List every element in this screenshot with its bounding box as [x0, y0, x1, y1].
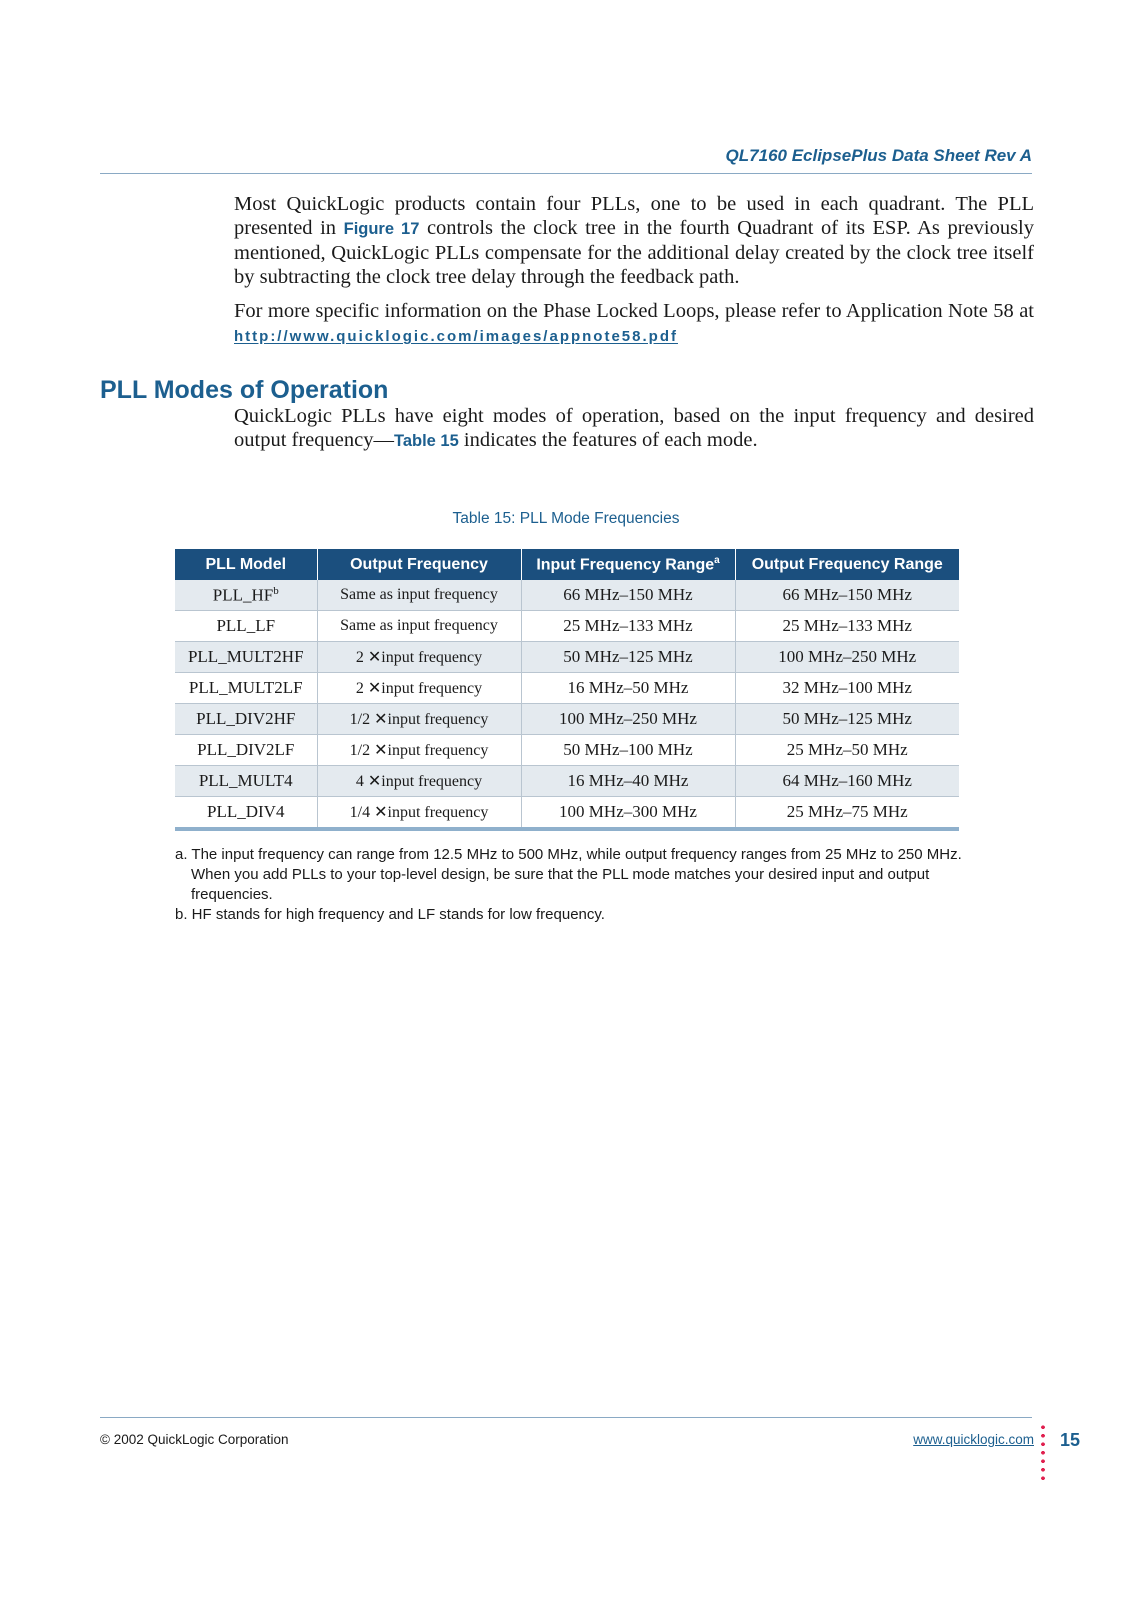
cell-output-range: 32 MHz–100 MHz: [735, 673, 959, 704]
cell-output-range: 100 MHz–250 MHz: [735, 642, 959, 673]
header-pll-model: PLL Model: [175, 549, 317, 580]
intro-paragraph-2: [234, 299, 1034, 349]
cell-pll-model: PLL_DIV2LF: [175, 735, 317, 766]
footnote-a: a. The input frequency can range from 12.5 MHz to 500 MHz, while output frequency ranges from 25 MHz to 250 MHz. When you add PLLs to your top-level design, be sure that the PLL mode matches your desired input and output frequencies.: [175, 846, 962, 903]
cell-output-frequency: 2 ✕input frequency: [317, 642, 521, 673]
cell-pll-model: PLL_MULT2HF: [175, 642, 317, 673]
appnote-url-link[interactable]: http://www.quicklogic.com/images/appnote58.pdf: [234, 328, 678, 345]
cell-output-frequency: 1/2 ✕input frequency: [317, 704, 521, 735]
table-row: [175, 673, 959, 704]
cell-output-frequency: 1/4 ✕input frequency: [317, 797, 521, 830]
intro-text-1a: Most QuickLogic products contain four PLLs, one to be used in each quadrant. The PLL presented in: [234, 193, 1034, 239]
cell-output-range: 66 MHz–150 MHz: [735, 580, 959, 611]
document-header-title: QL7160 EclipsePlus Data Sheet Rev A: [725, 146, 1032, 165]
section-text-b: indicates the features of each mode.: [458, 429, 758, 451]
footer-divider: [100, 1417, 1032, 1418]
section-paragraph: [234, 404, 1034, 453]
cell-pll-model: PLL_DIV2HF: [175, 704, 317, 735]
cell-output-range: 25 MHz–50 MHz: [735, 735, 959, 766]
table-row: [175, 642, 959, 673]
cell-input-range: 50 MHz–100 MHz: [521, 735, 735, 766]
header-input-frequency-range-label: Input Frequency Range: [536, 556, 715, 574]
figure-17-link[interactable]: Figure 17: [343, 220, 420, 238]
header-output-frequency-range: Output Frequency Range: [735, 549, 959, 580]
cell-input-range: 50 MHz–125 MHz: [521, 642, 735, 673]
cell-pll-model: [175, 580, 317, 611]
cell-input-range: 16 MHz–40 MHz: [521, 766, 735, 797]
cell-pll-model: PLL_MULT2LF: [175, 673, 317, 704]
table-row: [175, 735, 959, 766]
cell-pll-model-label: PLL_HF: [212, 585, 274, 605]
footer-website-link[interactable]: www.quicklogic.com: [913, 1432, 1034, 1447]
cell-output-range: 25 MHz–133 MHz: [735, 611, 959, 642]
table-footnotes: [175, 845, 965, 925]
dotted-separator: [1041, 1423, 1045, 1483]
intro-text-2a: For more specific information on the Phase Locked Loops, please refer to Application Note 58 at: [234, 300, 1034, 322]
cell-input-range: 100 MHz–250 MHz: [521, 704, 735, 735]
table-caption: Table 15: PLL Mode Frequencies: [452, 510, 680, 527]
table-row: [175, 766, 959, 797]
table-row: [175, 611, 959, 642]
footnote-b-marker: b: [273, 584, 279, 597]
page-number: 15: [1060, 1430, 1081, 1450]
cell-input-range: 25 MHz–133 MHz: [521, 611, 735, 642]
intro-text-1b: controls the clock tree in the fourth Quadrant of its ESP. As previously mentioned, QuickLogic PLLs compensate for the additional delay created by the clock tree itself by subtracting the clock tree delay through the feedback path.: [234, 217, 1035, 288]
cell-pll-model: PLL_DIV4: [175, 797, 317, 830]
cell-output-frequency: 4 ✕input frequency: [317, 766, 521, 797]
table-row: [175, 704, 959, 735]
cell-pll-model: PLL_MULT4: [175, 766, 317, 797]
cell-output-frequency: Same as input frequency: [317, 611, 521, 642]
table-header-row: [175, 549, 959, 580]
cell-input-range: 16 MHz–50 MHz: [521, 673, 735, 704]
table-15-link[interactable]: Table 15: [393, 432, 459, 450]
footnote-b: b. HF stands for high frequency and LF stands for low frequency.: [175, 906, 605, 923]
table-row: [175, 797, 959, 830]
cell-input-range: 100 MHz–300 MHz: [521, 797, 735, 830]
section-text-a: QuickLogic PLLs have eight modes of operation, based on the input frequency and desired output frequency—: [234, 405, 1034, 451]
footnote-a-marker: a: [714, 554, 720, 566]
cell-pll-model: PLL_LF: [175, 611, 317, 642]
pll-mode-table: [175, 549, 959, 831]
header-divider: [100, 173, 1032, 174]
cell-output-frequency: 2 ✕input frequency: [317, 673, 521, 704]
footer-copyright: © 2002 QuickLogic Corporation: [100, 1432, 289, 1447]
section-heading: PLL Modes of Operation: [100, 376, 389, 404]
table-row: [175, 580, 959, 611]
cell-output-frequency: 1/2 ✕input frequency: [317, 735, 521, 766]
header-input-frequency-range: [521, 549, 735, 580]
cell-output-range: 50 MHz–125 MHz: [735, 704, 959, 735]
cell-output-range: 64 MHz–160 MHz: [735, 766, 959, 797]
header-output-frequency: Output Frequency: [317, 549, 521, 580]
cell-input-range: 66 MHz–150 MHz: [521, 580, 735, 611]
cell-output-range: 25 MHz–75 MHz: [735, 797, 959, 830]
cell-output-frequency: Same as input frequency: [317, 580, 521, 611]
intro-paragraph-1: [234, 192, 1034, 289]
